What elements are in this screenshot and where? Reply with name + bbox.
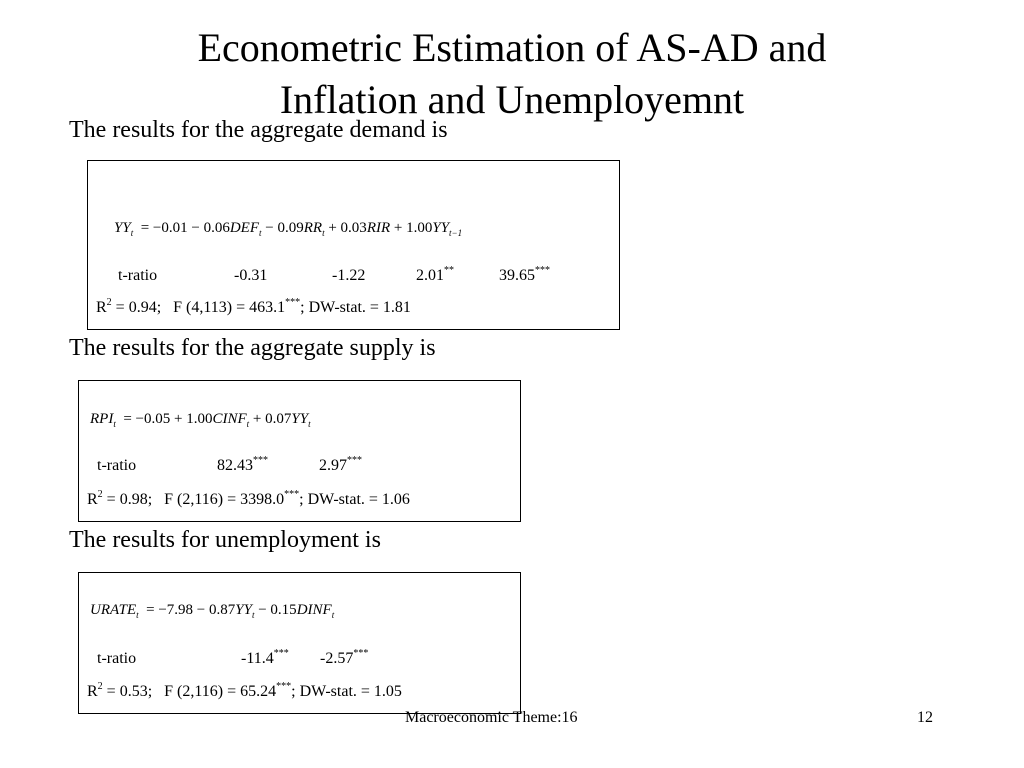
unemployment-results-box	[78, 572, 521, 714]
equation-var-def: DEF	[229, 220, 260, 236]
t-ratio-label: t-ratio	[97, 457, 137, 474]
slide-number: 12	[917, 709, 933, 726]
equation-lhs: YY	[114, 220, 131, 236]
t-ratio-label: t-ratio	[97, 650, 137, 667]
aggregate-supply-results-box	[78, 380, 521, 522]
unemployment-equation: $URATE_t = -7.98 - 0.87YY_t$ − $0.15DINF_t$	[90, 602, 335, 620]
equation-var-rir: RIR	[366, 220, 391, 236]
t-ratio-value: 82.43***	[217, 455, 268, 474]
equation-constant: = −0.05 + 1.00	[123, 411, 213, 427]
equation-lhs: URATE	[90, 602, 137, 618]
footer-text: Macroeconomic Theme:16	[405, 709, 578, 726]
t-ratio-value: -11.4***	[241, 648, 289, 667]
regression-stats-line: $R^2 = 0.98$; F (2,116) = 3398.0***; DW-stat. = 1.06	[87, 489, 410, 508]
aggregate-demand-results-box	[87, 160, 620, 330]
t-ratio-value: 39.65***	[499, 265, 550, 284]
t-ratio-label: t-ratio	[118, 267, 158, 284]
equation-var-yy: YY	[291, 411, 309, 427]
equation-var-rr: RR	[303, 220, 323, 236]
aggregate-demand-equation: $YY_t = -0.01 - 0.06DEF_t - 0.09RR_t + 0.03RIR + 1.00YY_{t-1}$	[114, 220, 463, 238]
equation-var-yy-lag: YY	[432, 220, 450, 236]
slide-title-line-1: Econometric Estimation of AS-AD and	[197, 25, 827, 70]
equation-constant: = −0.01 − 0.06	[140, 220, 230, 236]
regression-stats-line: $R^2 = 0.94$; F (4,113) = 463.1***; DW-stat. = 1.81	[96, 297, 411, 316]
t-ratio-value: -1.22	[332, 267, 366, 284]
t-ratio-value: -2.57***	[320, 648, 369, 667]
slide-title-line-2: Inflation and Unemployemnt	[279, 77, 745, 122]
equation-var-cinf: CINF	[212, 411, 247, 427]
equation-var-yy: YY	[235, 602, 252, 618]
aggregate-supply-equation: $RPI_t = -0.05$ + $1.00CINF_t + 0.07YY_t$	[90, 411, 311, 429]
t-ratio-value: -0.31	[234, 267, 268, 284]
t-ratio-value: 2.97***	[319, 455, 362, 474]
aggregate-supply-heading: The results for the aggregate supply is	[69, 335, 436, 361]
aggregate-demand-heading: The results for the aggregate demand is	[69, 117, 448, 143]
equation-var-dinf: DINF	[296, 602, 332, 618]
equation-constant: = −7.98 − 0.87	[146, 602, 236, 618]
regression-stats-line: $R^2 = 0.53$; F (2,116) = 65.24***; DW-stat. = 1.05	[87, 681, 402, 700]
unemployment-heading: The results for unemployment is	[69, 527, 381, 553]
slide-title	[60, 22, 964, 126]
t-ratio-value: 2.01**	[416, 265, 454, 284]
equation-lhs: RPI	[90, 411, 114, 427]
